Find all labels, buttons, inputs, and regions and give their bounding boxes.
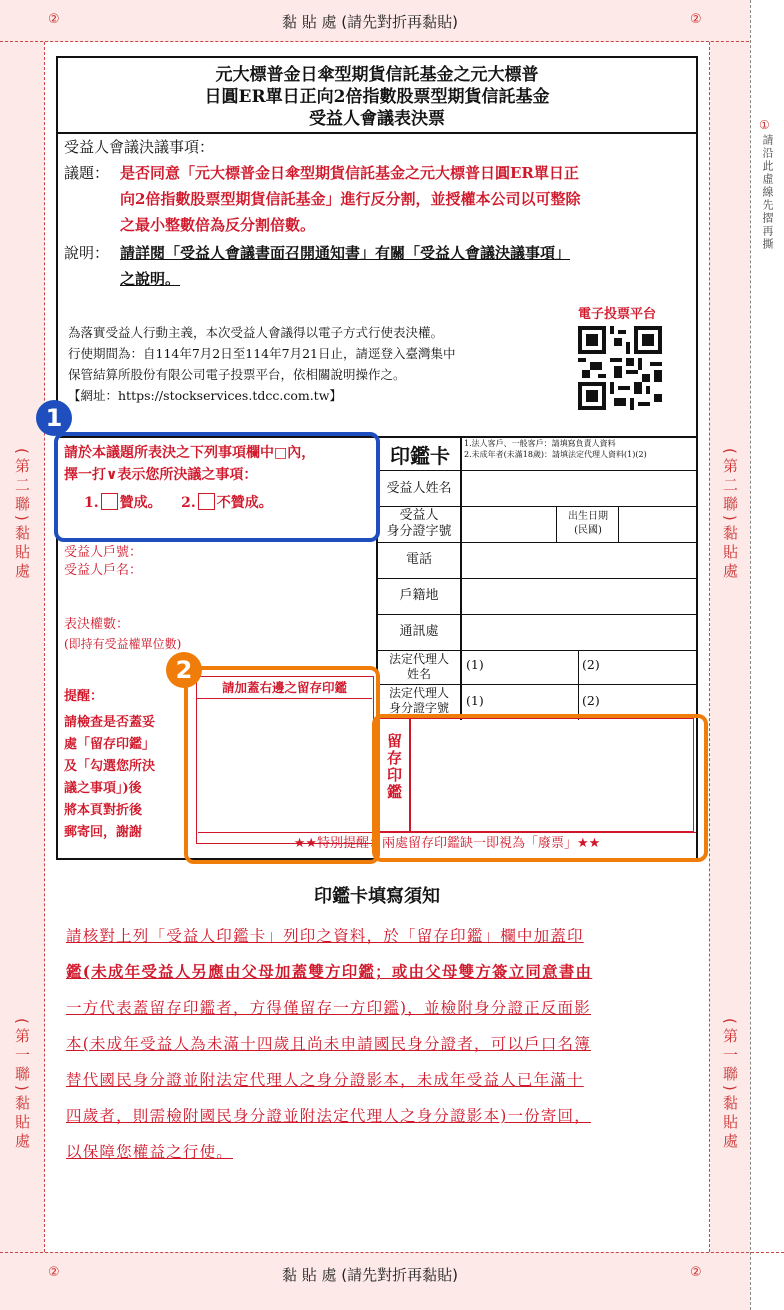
left-stamp-highlight	[184, 666, 380, 864]
bottom-glue-strip	[0, 1252, 784, 1294]
notice-line: 本(未成年受益人為未滿十四歲且尚未申請國民身分證者，可以戶口名簿	[66, 1035, 591, 1053]
form-title-line2: 日圓ER單日正向2倍指數股票型期貨信託基金	[204, 87, 550, 107]
row-holder-name: 受益人姓名	[386, 481, 452, 496]
tear-instruction: 請沿此虛線先摺再撕	[761, 134, 774, 251]
form-title-line1: 元大標普金日傘型期貨信託基金之元大標普	[215, 65, 539, 85]
reminder-line: 郵寄回，謝謝	[64, 825, 143, 840]
issue-line3: 之最小整數倍為反分割倍數。	[120, 216, 316, 234]
first-copy-glue-label: (第一聯)黏貼處	[13, 1018, 31, 1152]
seal-note-1: 1.法人客戶、一般客戶：請填寫負責人資料	[464, 439, 616, 448]
step-2-badge: 2	[166, 652, 202, 688]
circle-1-marker: ①	[759, 118, 770, 132]
evote-line3: 保管結算所股份有限公司電子投票平台，依相關說明操作之。	[68, 367, 406, 382]
vote-options: 1. 贊成。 2. 不贊成。	[84, 495, 273, 511]
votes-label: 表決權數：	[64, 617, 130, 632]
issue-line2: 向2倍指數股票型期貨信託基金」進行反分割，並授權本公司以可整除	[120, 190, 581, 208]
holder-name-label: 受益人戶名：	[64, 563, 143, 578]
row-registered-address: 戶籍地	[399, 588, 439, 603]
guardian1-id: (1)	[466, 693, 484, 708]
evote-line1: 為落實受益人行動主義，本次受益人會議得以電子方式行使表決權。	[68, 325, 444, 340]
row-phone: 電話	[405, 552, 432, 567]
circle-2-marker: ②	[690, 1265, 702, 1280]
first-copy-glue-label-right: (第一聯)黏貼處	[721, 1018, 739, 1152]
explain-line2: 之說明。	[120, 270, 181, 288]
row-guardian-name: 法定代理人 姓名	[388, 652, 449, 681]
holder-number-label: 受益人戶號：	[64, 545, 143, 560]
second-copy-glue-label-right: (第二聯)黏貼處	[721, 448, 739, 582]
reminder-line: 議之事項」)後	[64, 781, 142, 796]
seal-keep-label: 留存印鑑	[385, 733, 403, 801]
explain-line1: 請詳閱「受益人會議書面召開通知書」有關「受益人會議決議事項」	[120, 244, 571, 262]
evote-url[interactable]: 【網址：https://stockservices.tdcc.com.tw】	[68, 388, 342, 403]
vote-options-highlight	[54, 432, 380, 542]
birth-date-label: 出生日期 (民國)	[568, 511, 608, 536]
form-title-line3: 受益人會議表決票	[309, 109, 445, 129]
reminder-title: 提醒：	[64, 689, 104, 704]
notice-line: 鑑(未成年受益人另應由父母加蓋雙方印鑑；或由父母雙方簽立同意書由	[66, 962, 593, 981]
top-glue-strip	[0, 0, 784, 42]
vote-instruction-1: 請於本議題所表決之下列事項欄中□內，	[64, 445, 316, 461]
evote-title: 電子投票平台	[578, 307, 657, 322]
evote-line2: 行使期間為：自114年7月2日至114年7月21日止，請逕登入臺灣集中	[68, 346, 456, 361]
notice-line: 以保障您權益之行使。	[66, 1143, 234, 1161]
right-stamp-highlight	[372, 714, 708, 862]
matters-label: 受益人會議決議事項：	[64, 138, 215, 156]
reminder-line: 將本頁對折後	[64, 803, 143, 818]
notice-title: 印鑑卡填寫須知	[314, 886, 440, 907]
votes-note: (即持有受益權單位數)	[64, 637, 182, 651]
notice-line: 一方代表蓋留存印鑑者，方得僅留存一方印鑑)，並檢附身分證正反面影	[66, 999, 591, 1017]
row-holder-id: 受益人 身分證字號	[386, 508, 452, 539]
reminder-line: 處「留存印鑑」	[64, 737, 156, 752]
explain-label: 說明：	[64, 244, 110, 262]
notice-line: 請核對上列「受益人印鑑卡」列印之資料，於「留存印鑑」欄中加蓋印	[66, 927, 584, 945]
reminder-line: 請檢查是否蓋妥	[64, 715, 156, 730]
special-reminder: ★★特別提醒：兩處留存印鑑缺一即視為「廢票」★★	[198, 832, 696, 854]
bottom-glue-title: 黏 貼 處 (請先對折再黏貼)	[281, 1266, 458, 1284]
guardian1-name: (1)	[466, 657, 484, 672]
seal-card-title: 印鑑卡	[390, 444, 450, 468]
vote-instruction-2: 擇一打∨表示您所決議之事項：	[64, 467, 258, 483]
row-guardian-id: 法定代理人 身分證字號	[388, 686, 449, 715]
circle-2-marker: ②	[48, 1265, 60, 1280]
row-mailing-address: 通訊處	[399, 624, 439, 639]
issue-label: 議題：	[64, 164, 110, 182]
issue-line1: 是否同意「元大標普金日傘型期貨信託基金之元大標普日圓ER單日正	[120, 164, 579, 182]
circle-2-marker: ②	[48, 12, 60, 27]
second-copy-glue-label: (第二聯)黏貼處	[13, 448, 31, 582]
step-1-badge: 1	[36, 400, 72, 436]
top-glue-title: 黏 貼 處 (請先對折再黏貼)	[281, 13, 458, 31]
seal-note-2: 2.未成年者(未滿18歲)：請填法定代理人資料(1)(2)	[464, 450, 647, 459]
qr-code-icon[interactable]	[578, 326, 662, 410]
reminder-line: 及「勾選您所決	[64, 759, 156, 774]
tear-strip	[750, 0, 784, 1310]
guardian2-name: (2)	[582, 657, 600, 672]
stamp-header: 請加蓋右邊之留存印鑑	[197, 677, 372, 699]
notice-line: 四歲者，則需檢附國民身分證並附法定代理人之身分證影本)一份寄回，	[66, 1107, 591, 1125]
guardian2-id: (2)	[582, 693, 600, 708]
circle-2-marker: ②	[690, 12, 702, 27]
notice-line: 替代國民身分證並附法定代理人之身分證影本，未成年受益人已年滿十	[66, 1071, 584, 1089]
